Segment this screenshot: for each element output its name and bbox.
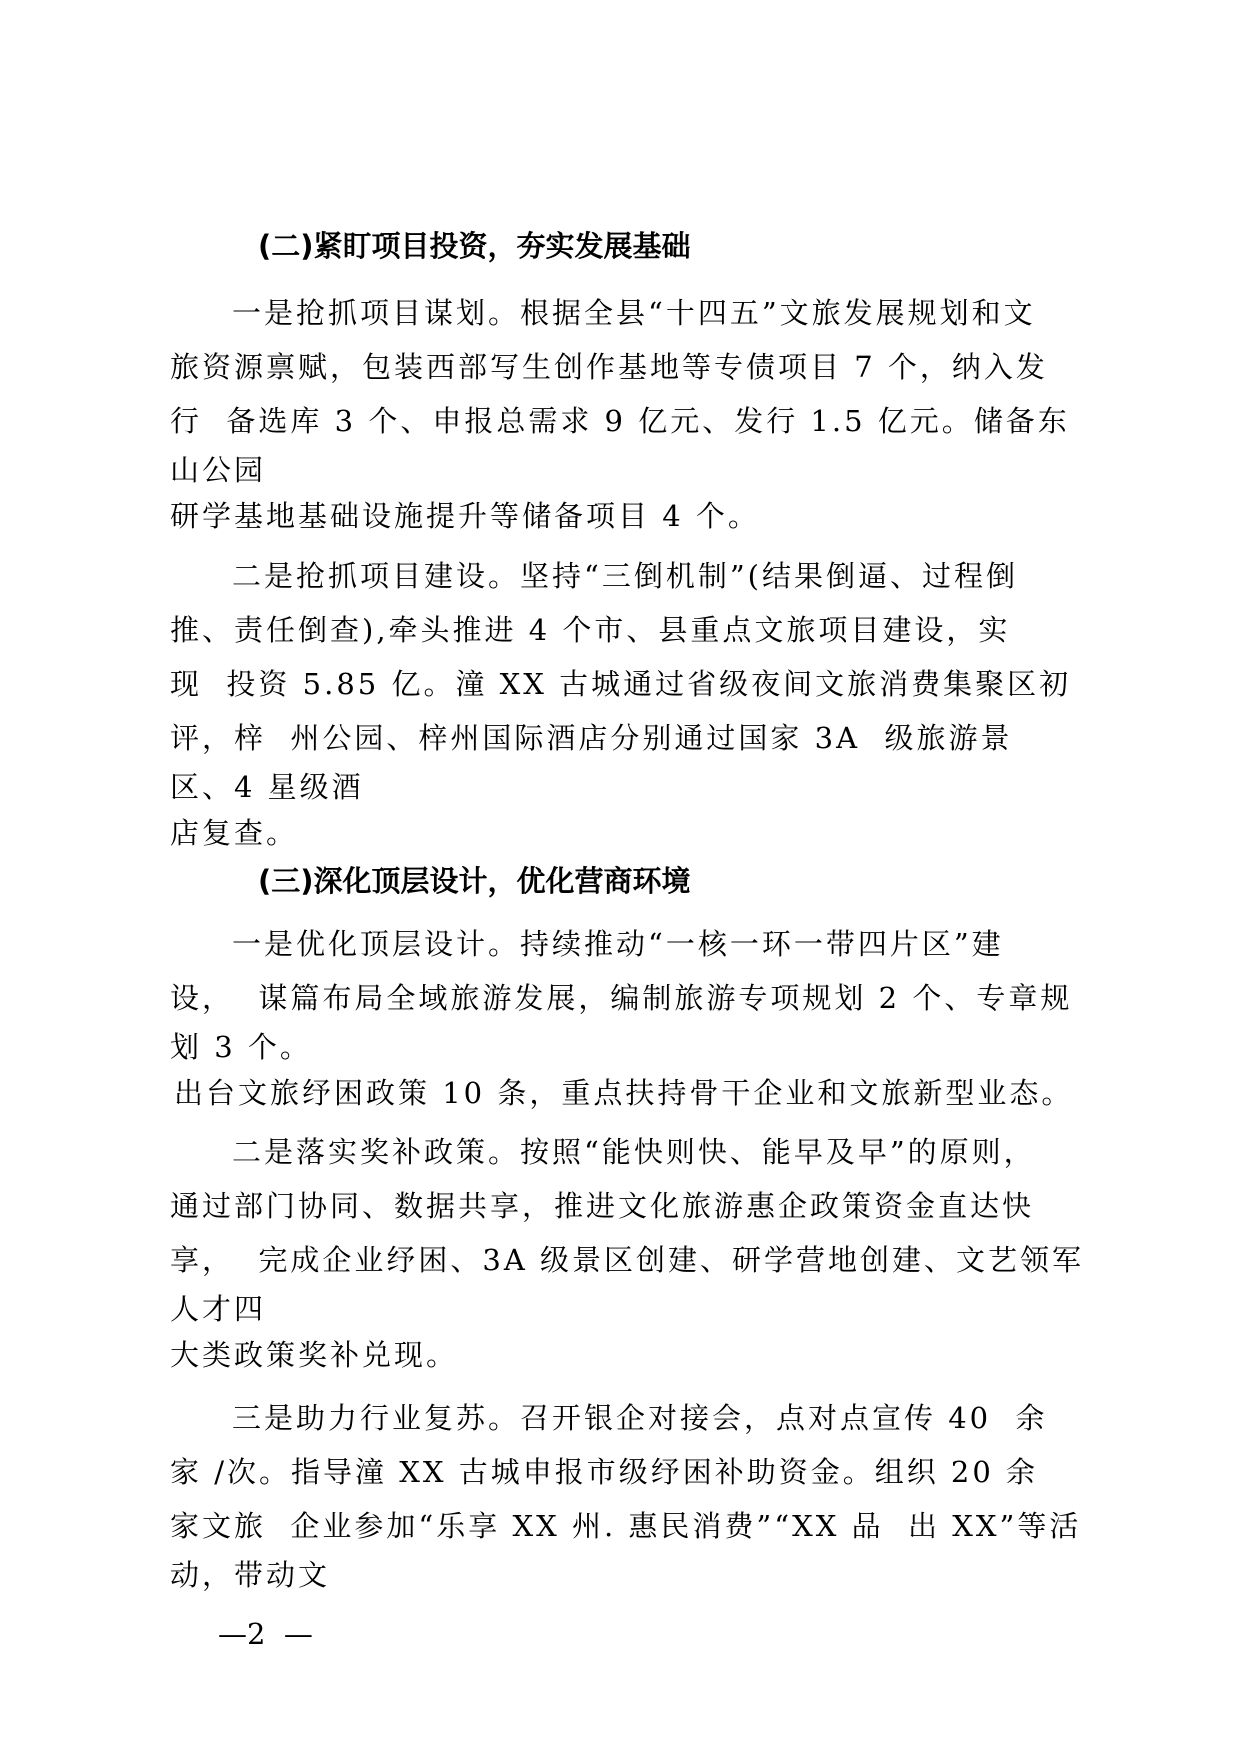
paragraph-line: 区、4 星级酒: [170, 770, 364, 804]
section-heading: (二)紧盯项目投资，夯实发展基础: [258, 229, 691, 263]
paragraph-line: 评，梓 州公园、梓州国际酒店分别通过国家 3A 级旅游景: [170, 721, 1013, 755]
paragraph-line: 旅资源禀赋，包装西部写生创作基地等专债项目 7 个，纳入发: [170, 350, 1048, 384]
section-heading: (三)深化顶层设计，优化营商环境: [258, 864, 691, 898]
paragraph-line: 二是抢抓项目建设。坚持“三倒机制”(结果倒逼、过程倒: [232, 559, 1018, 593]
paragraph-line: 通过部门协同、数据共享，推进文化旅游惠企政策资金直达快: [170, 1189, 1035, 1223]
paragraph-line: 三是助力行业复苏。召开银企对接会，点对点宣传 40 余: [232, 1401, 1048, 1435]
paragraph-line: 店复查。: [170, 816, 299, 850]
paragraph-line: 享， 完成企业纾困、3A 级景区创建、研学营地创建、文艺领军: [170, 1243, 1085, 1277]
paragraph-line: 家文旅 企业参加“乐享 XX 州. 惠民消费”“XX 品 出 XX”等活: [170, 1509, 1082, 1543]
paragraph-line: 一是抢抓项目谋划。根据全县“十四五”文旅发展规划和文: [232, 296, 1036, 330]
paragraph-line: 研学基地基础设施提升等储备项目 4 个。: [170, 499, 760, 533]
paragraph-line: 二是落实奖补政策。按照“能快则快、能早及早”的原则，: [232, 1135, 1036, 1169]
paragraph-line: 动，带动文: [170, 1558, 331, 1592]
paragraph-line: 推、责任倒查),牵头推进 4 个市、县重点文旅项目建设，实: [170, 613, 1011, 647]
paragraph-line: 设， 谋篇布局全域旅游发展，编制旅游专项规划 2 个、专章规: [170, 981, 1073, 1015]
paragraph-line: 人才四: [170, 1292, 267, 1326]
paragraph-line: 行 备选库 3 个、申报总需求 9 亿元、发行 1.5 亿元。储备东: [170, 404, 1070, 438]
paragraph-line: 大类政策奖补兑现。: [170, 1338, 459, 1372]
paragraph-line: 出台文旅纾困政策 10 条，重点扶持骨干企业和文旅新型业态。: [174, 1076, 1074, 1110]
paragraph-line: 现 投资 5.85 亿。潼 XX 古城通过省级夜间文旅消费集聚区初: [170, 667, 1072, 701]
paragraph-line: 山公园: [170, 453, 267, 487]
page-number: —2 —: [218, 1617, 313, 1651]
paragraph-line: 划 3 个。: [170, 1030, 312, 1064]
paragraph-line: 家 /次。指导潼 XX 古城申报市级纾困补助资金。组织 20 余: [170, 1455, 1039, 1489]
paragraph-line: 一是优化顶层设计。持续推动“一核一环一带四片区”建: [232, 927, 1004, 961]
